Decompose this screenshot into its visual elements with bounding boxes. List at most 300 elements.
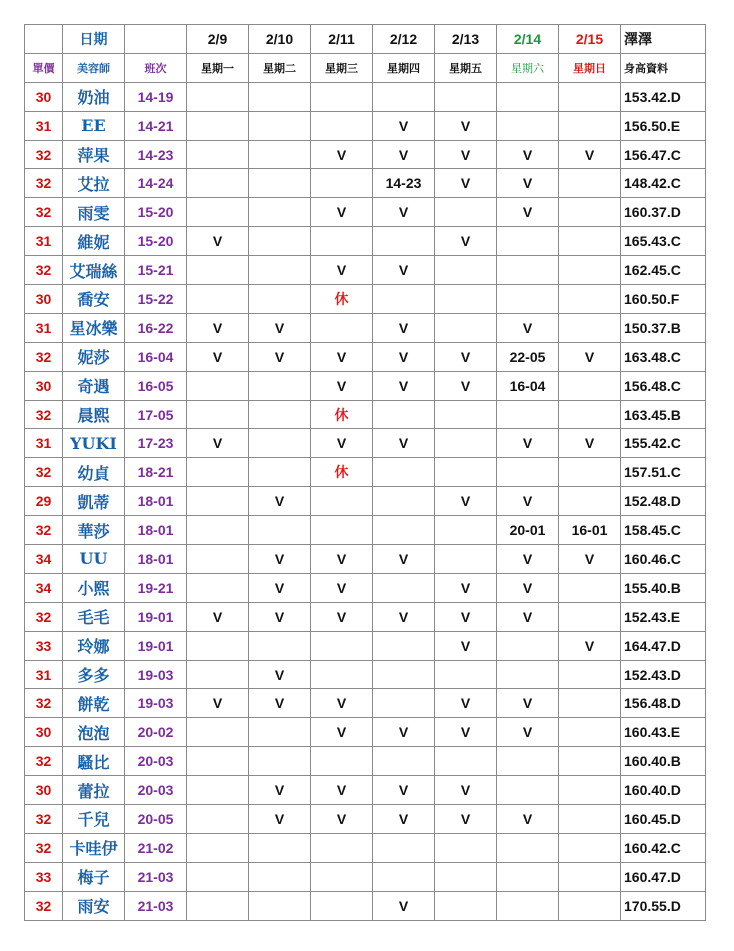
price-cell: 29 [25,487,63,516]
day-cell-sat: 20-01 [497,516,559,545]
day-cell-fri: V [435,805,497,834]
day-cell-sun [559,660,621,689]
day-cell-fri [435,458,497,487]
height-cell: 170.55.D [621,891,706,920]
price-cell: 30 [25,776,63,805]
date-header-thu: 2/12 [373,25,435,54]
day-cell-fri [435,82,497,111]
day-cell-thu [373,660,435,689]
day-cell-sun [559,198,621,227]
day-cell-sat [497,631,559,660]
weekday-tue: 星期二 [249,53,311,82]
height-cell: 148.42.C [621,169,706,198]
table-row [25,718,706,747]
table-row [25,256,706,285]
table-row [25,313,706,342]
table-row [25,227,706,256]
weekday-thu: 星期四 [373,53,435,82]
table-row [25,371,706,400]
extra-title: 澤澤 [621,25,706,54]
day-cell-mon [187,458,249,487]
stylist-name-cell: 玲娜 [63,631,125,660]
day-cell-sat: V [497,689,559,718]
height-cell: 163.48.C [621,342,706,371]
day-cell-sun [559,400,621,429]
day-cell-tue [249,862,311,891]
header-corner [25,25,63,54]
stylist-name-cell: 千兒 [63,805,125,834]
day-cell-mon: V [187,429,249,458]
day-cell-sun: V [559,342,621,371]
shift-cell: 19-03 [125,689,187,718]
price-label: 單價 [25,53,63,82]
table-row [25,400,706,429]
day-cell-thu: V [373,256,435,285]
day-cell-thu [373,833,435,862]
shift-label: 班次 [125,53,187,82]
day-cell-wed: V [311,140,373,169]
price-cell: 31 [25,227,63,256]
table-row [25,111,706,140]
price-cell: 31 [25,660,63,689]
header-date-row [25,25,706,54]
price-cell: 30 [25,285,63,314]
day-cell-mon [187,169,249,198]
height-cell: 155.42.C [621,429,706,458]
stylist-name-cell: UU [63,545,125,574]
day-cell-sat: V [497,313,559,342]
day-cell-wed: 休 [311,458,373,487]
price-cell: 33 [25,631,63,660]
day-cell-tue [249,82,311,111]
day-cell-wed: V [311,256,373,285]
price-cell: 32 [25,833,63,862]
day-cell-sat [497,776,559,805]
day-cell-wed [311,747,373,776]
day-cell-thu [373,400,435,429]
height-cell: 155.40.B [621,573,706,602]
table-row [25,573,706,602]
day-cell-tue [249,111,311,140]
day-cell-thu: V [373,776,435,805]
table-row [25,805,706,834]
day-cell-sun [559,313,621,342]
day-cell-tue [249,718,311,747]
day-cell-thu: 14-23 [373,169,435,198]
day-cell-wed [311,82,373,111]
day-cell-sun: V [559,429,621,458]
date-header-wed: 2/11 [311,25,373,54]
day-cell-tue [249,429,311,458]
table-row [25,429,706,458]
shift-cell: 20-02 [125,718,187,747]
day-cell-sun [559,227,621,256]
day-cell-sun [559,487,621,516]
weekday-sat: 星期六 [497,53,559,82]
day-cell-thu [373,689,435,718]
stylist-name-cell: 華莎 [63,516,125,545]
day-cell-tue [249,198,311,227]
shift-cell: 14-21 [125,111,187,140]
day-cell-fri [435,256,497,285]
day-cell-mon [187,285,249,314]
stylist-name-cell: 餅乾 [63,689,125,718]
day-cell-tue [249,140,311,169]
table-row [25,487,706,516]
day-cell-tue: V [249,545,311,574]
shift-cell: 17-23 [125,429,187,458]
price-cell: 34 [25,573,63,602]
stylist-name-cell: 星冰樂 [63,313,125,342]
table-row [25,747,706,776]
shift-cell: 16-22 [125,313,187,342]
table-row [25,198,706,227]
day-cell-tue [249,400,311,429]
day-cell-wed [311,891,373,920]
day-cell-fri: V [435,169,497,198]
height-cell: 163.45.B [621,400,706,429]
day-cell-sun [559,285,621,314]
shift-cell: 19-21 [125,573,187,602]
date-header-sat: 2/14 [497,25,559,54]
height-cell: 150.37.B [621,313,706,342]
day-cell-sat: V [497,169,559,198]
price-cell: 30 [25,718,63,747]
day-cell-thu [373,227,435,256]
height-cell: 156.47.C [621,140,706,169]
day-cell-sun [559,111,621,140]
shift-cell: 19-01 [125,602,187,631]
day-cell-sat: V [497,805,559,834]
date-label: 日期 [63,25,125,54]
day-cell-tue: V [249,487,311,516]
day-cell-mon: V [187,602,249,631]
day-cell-tue [249,891,311,920]
stylist-name-cell: 艾拉 [63,169,125,198]
day-cell-tue: V [249,660,311,689]
shift-cell: 14-24 [125,169,187,198]
price-cell: 32 [25,805,63,834]
day-cell-wed [311,487,373,516]
day-cell-tue: V [249,689,311,718]
price-cell: 32 [25,602,63,631]
day-cell-mon [187,805,249,834]
stylist-name-cell: 維妮 [63,227,125,256]
day-cell-mon: V [187,227,249,256]
height-cell: 160.50.F [621,285,706,314]
day-cell-fri: V [435,342,497,371]
shift-cell: 19-03 [125,660,187,689]
shift-cell: 16-05 [125,371,187,400]
stylist-name-cell: 雨雯 [63,198,125,227]
table-row [25,140,706,169]
shift-cell: 21-03 [125,891,187,920]
day-cell-mon [187,776,249,805]
price-cell: 31 [25,111,63,140]
date-header-sun: 2/15 [559,25,621,54]
day-cell-wed: 休 [311,400,373,429]
shift-cell: 20-03 [125,747,187,776]
day-cell-mon [187,718,249,747]
height-label: 身高資料 [621,53,706,82]
price-cell: 32 [25,516,63,545]
stylist-name-cell: 毛毛 [63,602,125,631]
price-cell: 32 [25,198,63,227]
shift-cell: 21-03 [125,862,187,891]
day-cell-mon: V [187,313,249,342]
day-cell-thu [373,487,435,516]
day-cell-sat [497,227,559,256]
shift-cell: 15-20 [125,198,187,227]
day-cell-mon [187,371,249,400]
day-cell-wed: V [311,371,373,400]
shift-cell: 21-02 [125,833,187,862]
day-cell-sun [559,458,621,487]
day-cell-mon [187,111,249,140]
day-cell-fri: V [435,371,497,400]
day-cell-fri [435,545,497,574]
day-cell-sat: V [497,602,559,631]
day-cell-fri: V [435,602,497,631]
day-cell-thu [373,747,435,776]
day-cell-wed: V [311,545,373,574]
day-cell-fri [435,285,497,314]
shift-cell: 18-01 [125,545,187,574]
day-cell-wed [311,631,373,660]
day-cell-fri: V [435,227,497,256]
day-cell-fri: V [435,631,497,660]
day-cell-tue [249,256,311,285]
day-cell-sun [559,862,621,891]
height-cell: 156.48.D [621,689,706,718]
height-cell: 152.48.D [621,487,706,516]
day-cell-sun [559,833,621,862]
day-cell-mon [187,631,249,660]
day-cell-tue [249,371,311,400]
day-cell-wed [311,862,373,891]
day-cell-wed: V [311,342,373,371]
table-row [25,689,706,718]
header-weekday-row [25,53,706,82]
day-cell-sun [559,602,621,631]
day-cell-tue [249,285,311,314]
table-row [25,458,706,487]
shift-cell: 20-05 [125,805,187,834]
height-cell: 156.48.C [621,371,706,400]
table-row [25,862,706,891]
height-cell: 160.46.C [621,545,706,574]
day-cell-sun [559,689,621,718]
day-cell-thu [373,82,435,111]
day-cell-tue: V [249,776,311,805]
day-cell-sun: V [559,140,621,169]
day-cell-mon [187,198,249,227]
price-cell: 32 [25,458,63,487]
day-cell-fri: V [435,573,497,602]
day-cell-sun [559,891,621,920]
day-cell-fri [435,862,497,891]
day-cell-mon [187,516,249,545]
day-cell-wed [311,227,373,256]
day-cell-fri [435,660,497,689]
day-cell-sat: 22-05 [497,342,559,371]
day-cell-sat [497,660,559,689]
height-cell: 160.40.D [621,776,706,805]
day-cell-sat [497,458,559,487]
price-cell: 33 [25,862,63,891]
day-cell-sat [497,862,559,891]
table-row [25,342,706,371]
height-cell: 165.43.C [621,227,706,256]
day-cell-mon [187,573,249,602]
table-row [25,660,706,689]
day-cell-sun [559,747,621,776]
stylist-name-cell: 雨安 [63,891,125,920]
day-cell-thu: V [373,313,435,342]
day-cell-wed: 休 [311,285,373,314]
day-cell-thu [373,516,435,545]
day-cell-fri: V [435,487,497,516]
shift-cell: 18-01 [125,487,187,516]
day-cell-wed: V [311,573,373,602]
day-cell-tue [249,833,311,862]
day-cell-tue: V [249,805,311,834]
stylist-name-cell: 蕾拉 [63,776,125,805]
height-cell: 157.51.C [621,458,706,487]
weekday-wed: 星期三 [311,53,373,82]
price-cell: 32 [25,342,63,371]
stylist-name-cell: YUKI [63,429,125,458]
day-cell-fri [435,400,497,429]
day-cell-tue: V [249,342,311,371]
day-cell-sun: 16-01 [559,516,621,545]
day-cell-tue [249,227,311,256]
height-cell: 160.40.B [621,747,706,776]
shift-cell: 18-01 [125,516,187,545]
day-cell-wed [311,313,373,342]
date-header-mon: 2/9 [187,25,249,54]
day-cell-sun [559,805,621,834]
day-cell-fri [435,198,497,227]
day-cell-fri: V [435,689,497,718]
day-cell-mon [187,747,249,776]
day-cell-thu [373,285,435,314]
stylist-name-cell: 喬安 [63,285,125,314]
day-cell-thu [373,573,435,602]
stylist-name-cell: 泡泡 [63,718,125,747]
price-cell: 32 [25,400,63,429]
table-row [25,602,706,631]
stylist-name-cell: 奶油 [63,82,125,111]
shift-cell: 16-04 [125,342,187,371]
day-cell-mon [187,256,249,285]
day-cell-mon [187,660,249,689]
price-cell: 32 [25,689,63,718]
price-cell: 34 [25,545,63,574]
table-row [25,516,706,545]
day-cell-thu: V [373,545,435,574]
stylist-name-cell: 萍果 [63,140,125,169]
day-cell-fri [435,516,497,545]
day-cell-fri [435,747,497,776]
day-cell-mon [187,400,249,429]
day-cell-sun [559,169,621,198]
stylist-name-cell: 騷比 [63,747,125,776]
price-cell: 32 [25,169,63,198]
day-cell-sat: V [497,718,559,747]
height-cell: 152.43.D [621,660,706,689]
table-row [25,545,706,574]
day-cell-sat: V [497,198,559,227]
day-cell-fri [435,833,497,862]
day-cell-thu [373,862,435,891]
day-cell-thu: V [373,371,435,400]
shift-cell: 14-19 [125,82,187,111]
height-cell: 160.37.D [621,198,706,227]
day-cell-thu: V [373,891,435,920]
day-cell-sat [497,833,559,862]
day-cell-sat [497,747,559,776]
price-cell: 32 [25,891,63,920]
stylist-name-cell: 妮莎 [63,342,125,371]
shift-cell: 15-22 [125,285,187,314]
shift-cell: 15-20 [125,227,187,256]
day-cell-mon: V [187,689,249,718]
table-row [25,631,706,660]
day-cell-tue [249,747,311,776]
day-cell-sat: V [497,487,559,516]
shift-cell: 14-23 [125,140,187,169]
day-cell-sat: V [497,429,559,458]
table-row [25,776,706,805]
date-header-fri: 2/13 [435,25,497,54]
height-cell: 156.50.E [621,111,706,140]
day-cell-wed: V [311,805,373,834]
table-row [25,285,706,314]
day-cell-wed: V [311,718,373,747]
day-cell-sun [559,573,621,602]
stylist-name-cell: 凱蒂 [63,487,125,516]
stylist-name-cell: 小熙 [63,573,125,602]
date-header-tue: 2/10 [249,25,311,54]
day-cell-fri: V [435,718,497,747]
day-cell-sat [497,891,559,920]
day-cell-wed: V [311,689,373,718]
day-cell-thu [373,631,435,660]
day-cell-wed: V [311,602,373,631]
day-cell-mon [187,862,249,891]
day-cell-fri [435,891,497,920]
weekday-mon: 星期一 [187,53,249,82]
height-cell: 162.45.C [621,256,706,285]
stylist-name-cell: 晨熙 [63,400,125,429]
table-row [25,833,706,862]
day-cell-sat: V [497,545,559,574]
day-cell-sun: V [559,631,621,660]
price-cell: 32 [25,747,63,776]
day-cell-wed: V [311,198,373,227]
price-cell: 32 [25,140,63,169]
day-cell-fri: V [435,140,497,169]
height-cell: 160.42.C [621,833,706,862]
price-cell: 31 [25,313,63,342]
day-cell-thu: V [373,602,435,631]
height-cell: 160.45.D [621,805,706,834]
day-cell-thu: V [373,140,435,169]
day-cell-sat [497,400,559,429]
day-cell-tue [249,516,311,545]
day-cell-fri [435,313,497,342]
